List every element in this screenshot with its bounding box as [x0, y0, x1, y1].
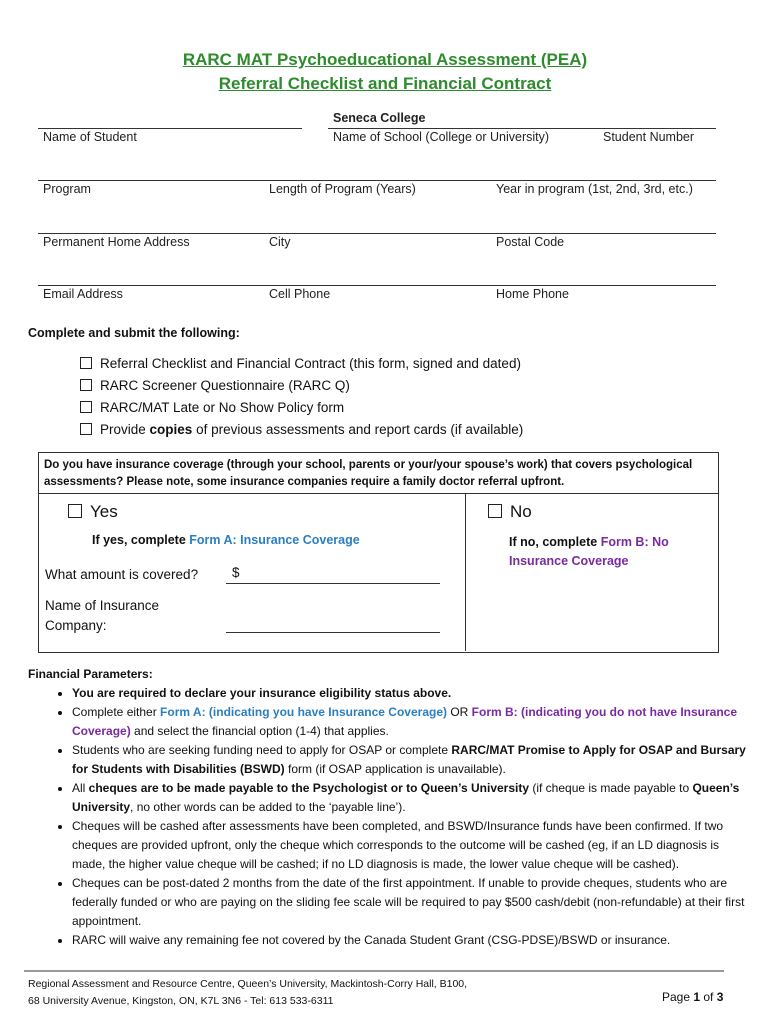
cell-phone-label: Cell Phone — [269, 287, 331, 301]
year-in-program-label: Year in program (1st, 2nd, 3rd, etc.) — [496, 182, 693, 196]
address-line[interactable] — [38, 233, 716, 234]
checklist-item[interactable]: Provide copies of previous assessments and report cards (if available) — [80, 422, 523, 437]
name-of-school-label: Name of School (College or University) — [333, 130, 550, 144]
checkbox-icon[interactable] — [80, 423, 92, 435]
checkbox-icon[interactable] — [68, 504, 82, 518]
program-label: Program — [43, 182, 91, 196]
checklist-item[interactable]: RARC/MAT Late or No Show Policy form — [80, 400, 344, 415]
footer-address: Regional Assessment and Resource Centre, Queen’s University, Mackintosh-Corry Hall, B100, 68 University Avenue, Kingston, ON, K7L 3N6 - Tel: 613 533-6311 — [28, 978, 468, 1007]
page-title: RARC MAT Psychoeducational Assessment (PEA) — [182, 50, 588, 69]
checklist-item[interactable]: RARC Screener Questionnaire (RARC Q) — [80, 378, 350, 393]
yes-option[interactable]: Yes — [68, 502, 118, 522]
checklist-heading: Complete and submit the following: — [28, 326, 240, 340]
page-number: Page 1 of 3 — [662, 990, 724, 1004]
list-item: • RARC will waive any remaining fee not covered by the Canada Student Grant (CSG-PDSE)/BSWD or insurance. — [72, 931, 748, 950]
program-line[interactable] — [38, 180, 716, 181]
amount-field[interactable] — [226, 583, 440, 584]
amount-label: What amount is covered? — [45, 567, 199, 582]
home-phone-label: Home Phone — [496, 287, 569, 301]
email-line[interactable] — [38, 285, 716, 286]
list-item: • Complete either Form A: (indicating you have Insurance Coverage) OR Form B: (indicating you do not have Insurance Coverage) and select the financial option (1-4) that applies. — [72, 703, 748, 741]
box-column-divider — [465, 493, 466, 651]
checkbox-icon[interactable] — [80, 401, 92, 413]
insurance-question: Do you have insurance coverage (through your school, parents or your/your spouse’s work) that covers psychological assessments? Please note, some insurance companies require a family doctor referral upfront. — [44, 459, 693, 488]
checkbox-icon[interactable] — [80, 379, 92, 391]
amount-prefix: $ — [232, 565, 240, 580]
postal-code-label: Postal Code — [496, 235, 565, 249]
no-option[interactable]: No — [488, 502, 532, 522]
list-item: • You are required to declare your insurance eligibility status above. — [72, 684, 748, 703]
company-label: Name of Insurance Company: — [45, 598, 160, 633]
list-item: • Cheques will be cashed after assessments have been completed, and BSWD/Insurance funds have been confirmed. If two cheques are provided upfront, only the cheque which corresponds to the outcome will be cashed (eg, if an LD diagnosis is made, the higher value cheque will be cashed; if no LD diagnosis is made, the lower value cheque will be cashed). — [72, 817, 748, 874]
student-name-line[interactable] — [38, 128, 302, 129]
city-label: City — [269, 235, 291, 249]
checkbox-icon[interactable] — [488, 504, 502, 518]
length-of-program-label: Length of Program (Years) — [269, 182, 416, 196]
email-label: Email Address — [43, 287, 123, 301]
no-instruction: If no, complete Form B: No Insurance Coverage — [509, 535, 669, 568]
company-field[interactable] — [226, 632, 440, 633]
box-divider — [38, 493, 718, 494]
permanent-address-label: Permanent Home Address — [43, 235, 190, 249]
checkbox-icon[interactable] — [80, 357, 92, 369]
school-value: Seneca College — [333, 111, 426, 125]
student-number-label: Student Number — [603, 130, 695, 144]
yes-instruction: If yes, complete Form A: Insurance Coverage — [92, 533, 360, 547]
financial-section — [28, 665, 748, 950]
checklist-item[interactable]: Referral Checklist and Financial Contract (this form, signed and dated) — [80, 356, 521, 371]
list-item: • Cheques can be post-dated 2 months from the date of the first appointment. If unable to provide cheques, students who are federally funded or who are paying on the sliding fee scale will be required to pay $500 cash/debit (non-refundable) at their first appointment. — [72, 874, 748, 931]
footer-divider — [24, 970, 724, 972]
school-line[interactable] — [328, 128, 716, 129]
name-of-student-label: Name of Student — [43, 130, 137, 144]
list-item: • Students who are seeking funding need to apply for OSAP or complete RARC/MAT Promise to Apply for OSAP and Bursary for Students with Disabilities (BSWD) form (if OSAP application is unavailable). — [72, 741, 748, 779]
list-item: • All cheques are to be made payable to the Psychologist or to Queen’s University (if cheque is made payable to Queen’s University, no other words can be added to the ‘payable line’). — [72, 779, 748, 817]
page-subtitle: Referral Checklist and Financial Contract — [218, 74, 552, 93]
financial-heading: Financial Parameters: — [28, 667, 153, 681]
